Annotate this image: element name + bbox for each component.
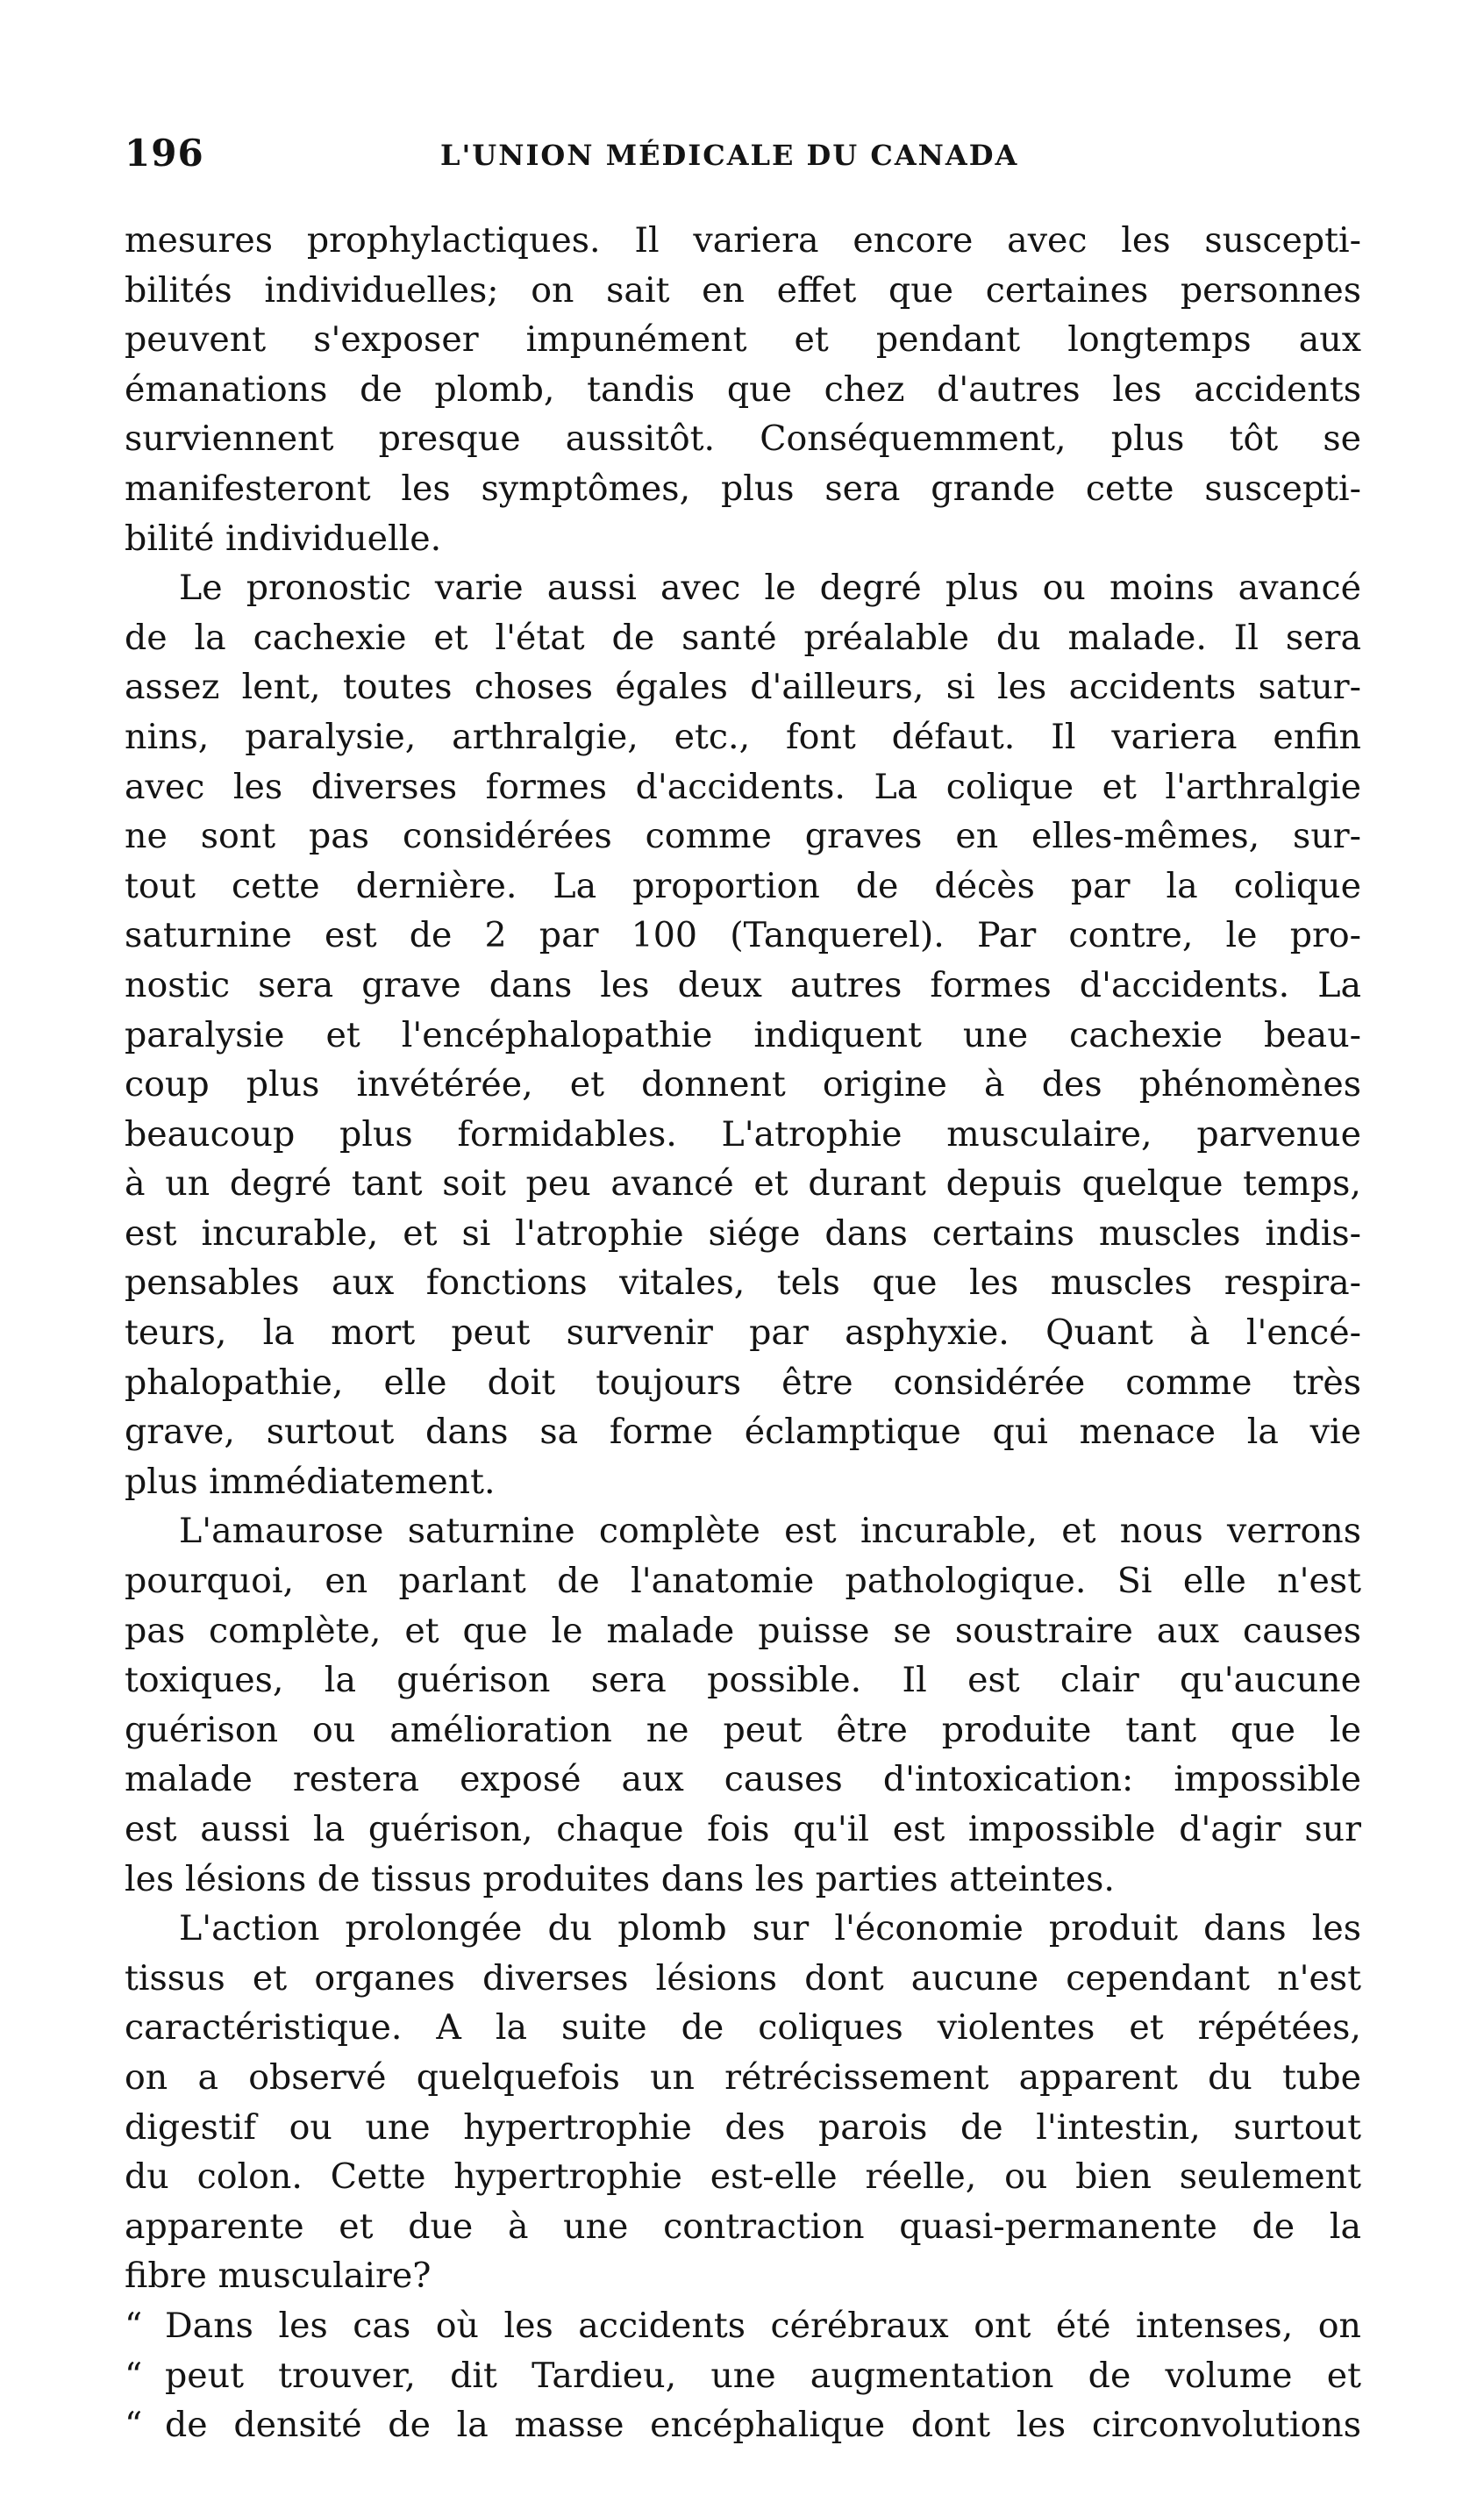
text-line: pourquoi, en parlant de l'anatomie pathologique. Si elle n'est [125,1561,1361,1602]
text-line: pensables aux fonctions vitales, tels que les muscles respira- [125,1262,1361,1304]
text-line: grave, surtout dans sa forme éclamptique qui menace la vie [125,1412,1361,1453]
quote-line [125,2351,1361,2401]
text-line: nins, paralysie, arthralgie, etc., font défaut. Il variera enfin [125,716,1361,757]
text-line: tissus et organes diverses lésions dont aucune cependant n'est [125,1957,1361,1999]
quote-text: Dans les cas où les accidents cérébraux ont été intenses, on [165,2305,1361,2346]
text-line: peuvent s'exposer impunément et pendant longtemps aux [125,319,1361,361]
quote-mark: “ [125,2355,143,2396]
text-line: saturnine est de 2 par 100 (Tanquerel). Par contre, le pro- [125,915,1361,956]
text-line: apparente et due à une contraction quasi-permanente de la [125,2206,1361,2247]
text-line: L'amaurose saturnine complète est incurable, et nous verrons [179,1511,1361,1552]
text-line: de la cachexie et l'état de santé préalable du malade. Il sera [125,617,1361,658]
text-line: caractéristique. A la suite de coliques violentes et répétées, [125,2007,1361,2049]
text-line: ne sont pas considérées comme graves en elles-mêmes, sur- [125,816,1361,857]
text-line: plus immédiatement. [125,1461,496,1502]
quote-mark: “ [125,2305,143,2346]
text-line: phalopathie, elle doit toujours être considérée comme très [125,1362,1361,1403]
text-line: beaucoup plus formidables. L'atrophie musculaire, parvenue [125,1113,1361,1155]
quote-line [125,2301,1361,2351]
text-line: mesures prophylactiques. Il variera encore avec les suscepti- [125,220,1361,261]
text-line: L'action prolongée du plomb sur l'économie produit dans les [179,1908,1361,1949]
text-line: manifesteront les symptômes, plus sera grande cette suscepti- [125,468,1361,509]
text-line: bilité individuelle. [125,518,442,559]
text-line: assez lent, toutes choses égales d'ailleurs, si les accidents satur- [125,667,1361,708]
text-line: bilités individuelles; on sait en effet que certaines personnes [125,269,1361,311]
text-line: surviennent presque aussitôt. Conséquemment, plus tôt se [125,418,1361,460]
text-line: coup plus invétérée, et donnent origine à des phénomènes [125,1064,1361,1105]
text-line: avec les diverses formes d'accidents. La colique et l'arthralgie [125,766,1361,807]
quote-mark: “ [125,2405,143,2446]
text-line: teurs, la mort peut survenir par asphyxie. Quant à l'encé- [125,1312,1361,1354]
text-line: malade restera exposé aux causes d'intoxication: impossible [125,1759,1361,1800]
text-line: émanations de plomb, tandis que chez d'autres les accidents [125,368,1361,410]
text-line: fibre musculaire? [125,2256,432,2297]
text-line: les lésions de tissus produites dans les parties atteintes. [125,1858,1115,1899]
page-number: 196 [125,132,204,175]
text-line: du colon. Cette hypertrophie est-elle réelle, ou bien seulement [125,2156,1361,2198]
journal-title: L'UNION MÉDICALE DU CANADA [440,139,1019,172]
block-quote [125,2301,1361,2450]
body-text [125,216,1361,2301]
running-head [125,132,1361,184]
text-line: à un degré tant soit peu avancé et durant depuis quelque temps, [125,1163,1361,1205]
text-line: est aussi la guérison, chaque fois qu'il est impossible d'agir sur [125,1809,1361,1849]
text-line: paralysie et l'encéphalopathie indiquent une cachexie beau- [125,1014,1361,1055]
text-line: pas complète, et que le malade puisse se soustraire aux causes [125,1610,1361,1651]
quote-line [125,2400,1361,2450]
text-line: toxiques, la guérison sera possible. Il est clair qu'aucune [125,1660,1361,1701]
text-line: guérison ou amélioration ne peut être produite tant que le [125,1709,1361,1750]
text-line: tout cette dernière. La proportion de décès par la colique [125,865,1361,906]
quote-text: peut trouver, dit Tardieu, une augmentation de volume et [165,2355,1361,2396]
book-page [125,132,1361,2450]
quote-text: de densité de la masse encéphalique dont les circonvolutions [165,2405,1361,2446]
text-line: digestif ou une hypertrophie des parois de l'intestin, surtout [125,2106,1361,2148]
text-line: nostic sera grave dans les deux autres formes d'accidents. La [125,964,1361,1005]
text-line: est incurable, et si l'atrophie siége dans certains muscles indis- [125,1212,1361,1254]
text-line: on a observé quelquefois un rétrécissement apparent du tube [125,2056,1361,2098]
text-line: Le pronostic varie aussi avec le degré plus ou moins avancé [179,568,1361,609]
